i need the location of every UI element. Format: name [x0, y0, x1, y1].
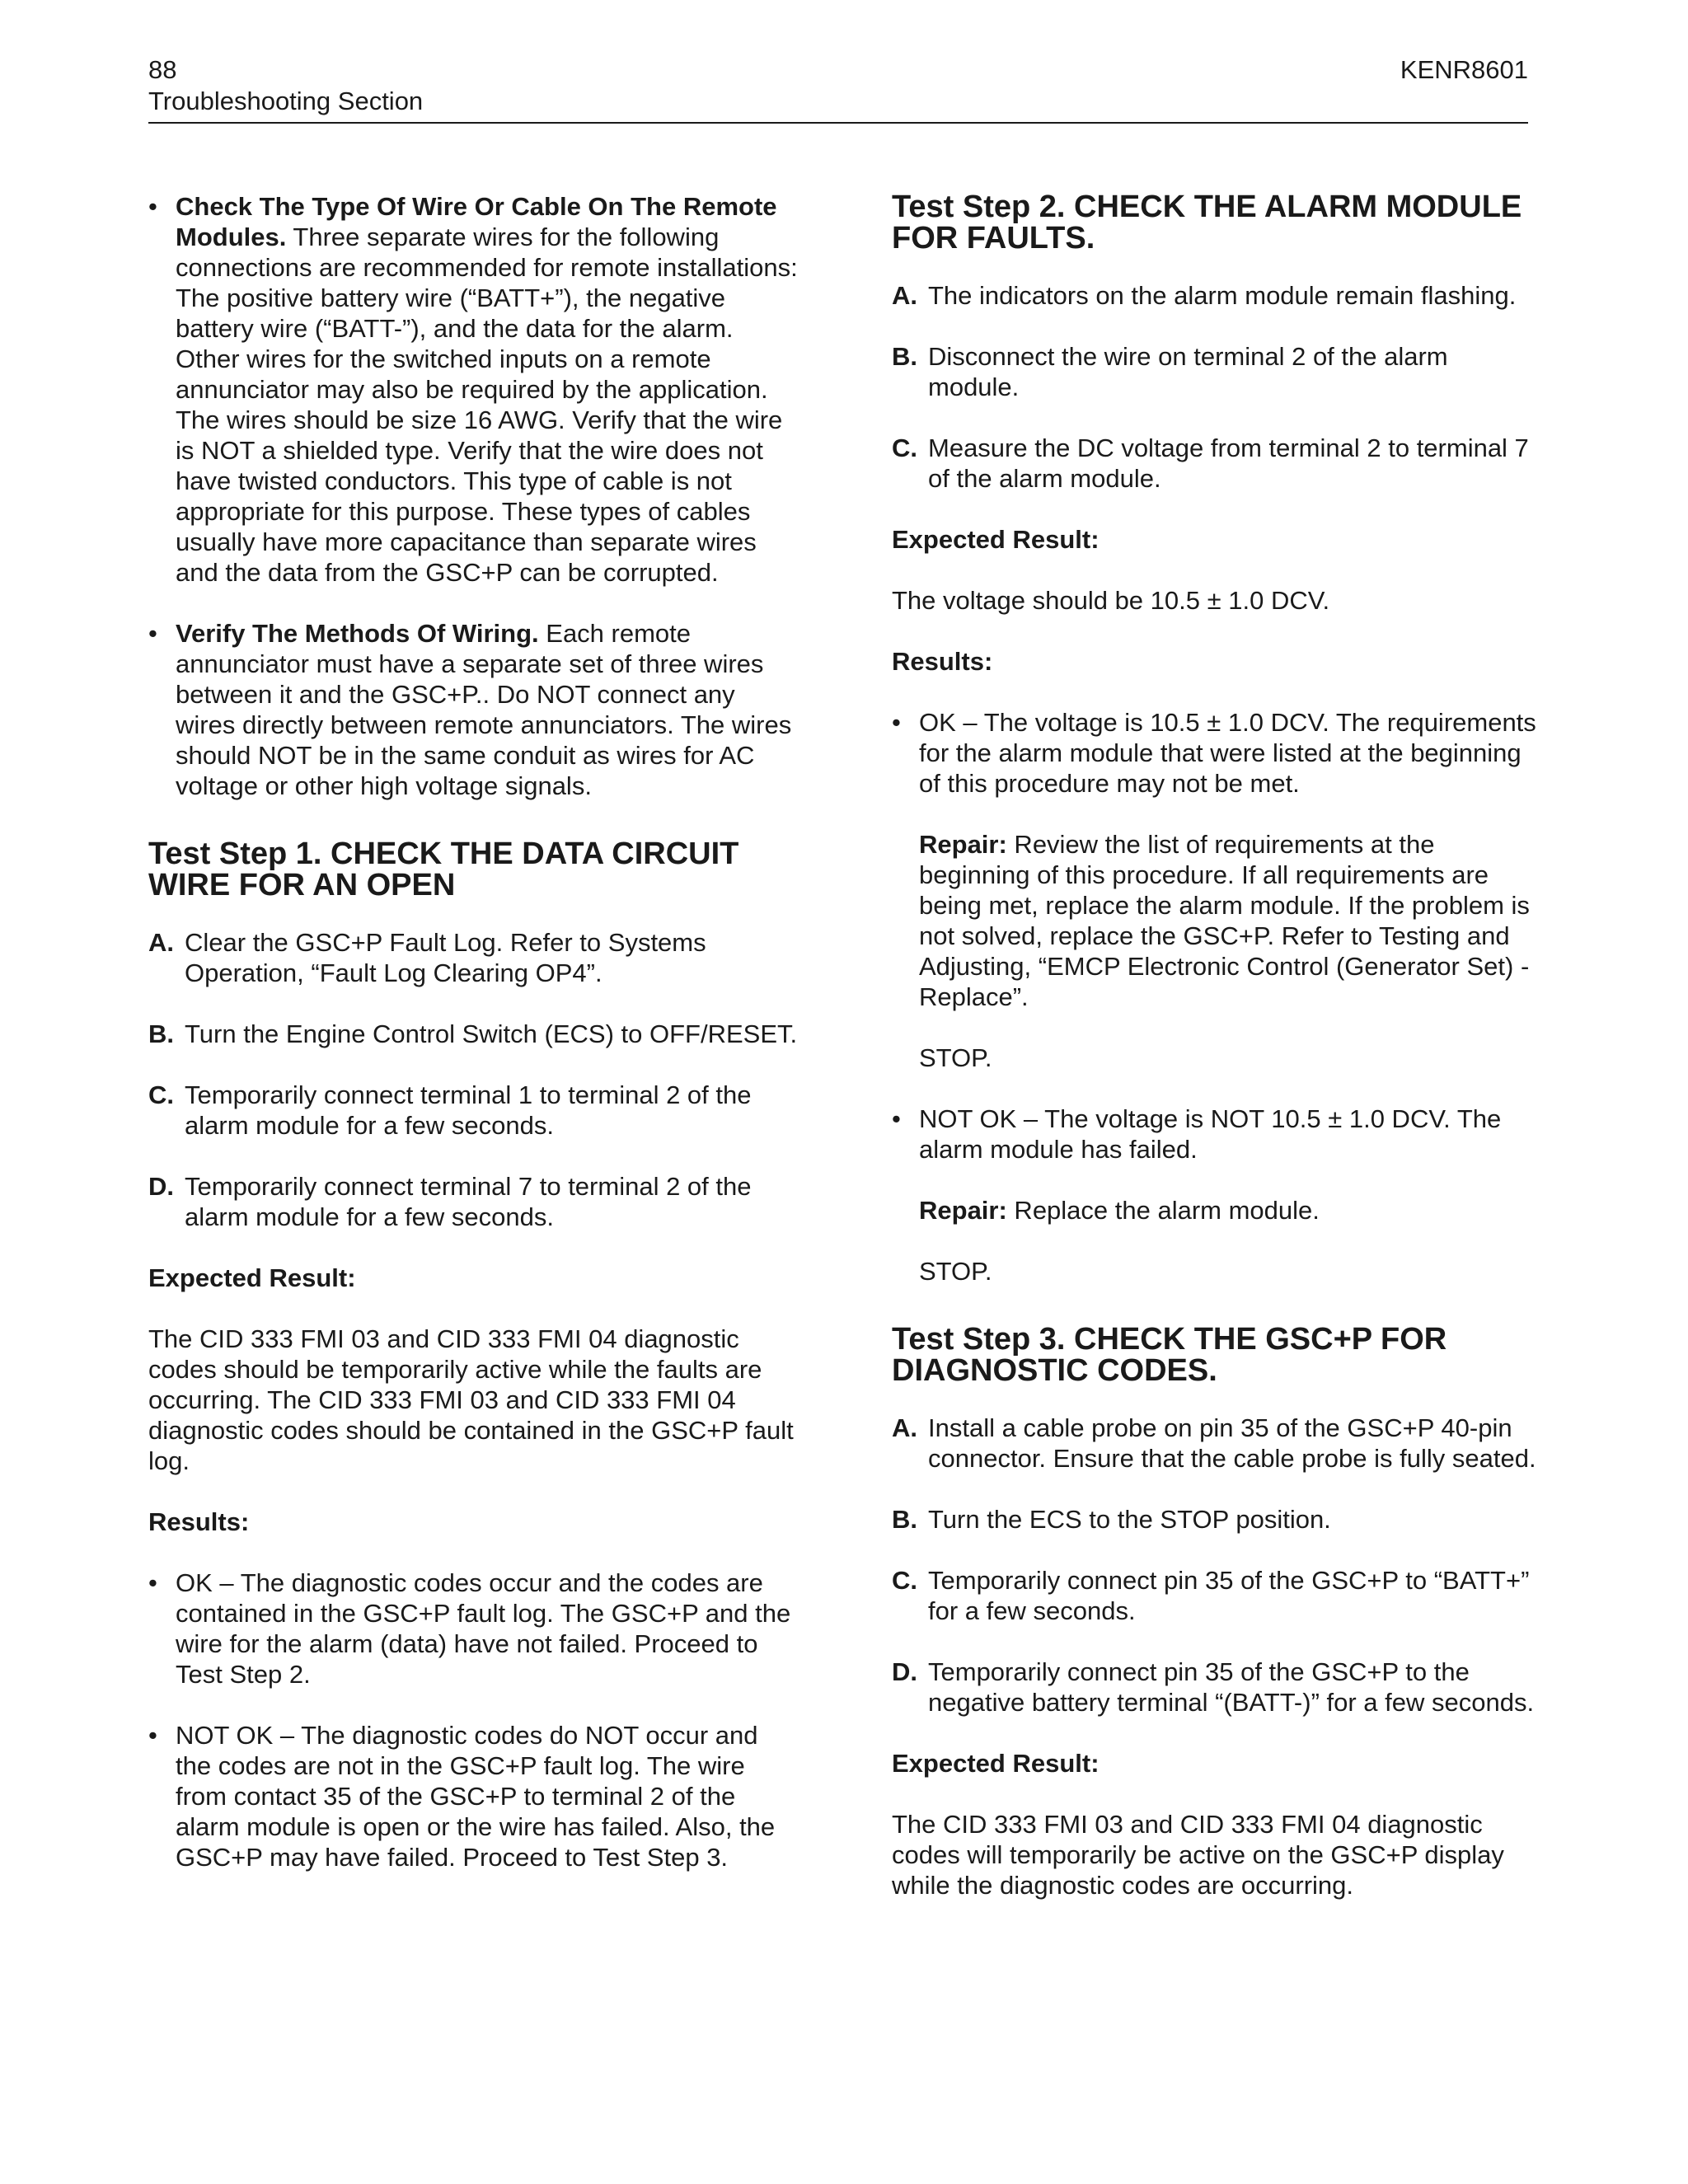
result-ok-text: OK – The diagnostic codes occur and the codes are contained in the GSC+P fault log. The GSC+P and the wire for the alarm (data) have not failed. Proceed to Test Step 2. — [176, 1568, 791, 1689]
bullet-icon: • — [892, 708, 901, 737]
step-text: Install a cable probe on pin 35 of the GSC+P 40-pin connector. Ensure that the cable probe is fully seated. — [928, 1413, 1536, 1473]
step-text: Turn the Engine Control Switch (ECS) to OFF/RESET. — [185, 1019, 798, 1048]
step-3-item-a — [892, 1413, 1543, 1474]
bullet-text: Three separate wires for the following connections are recommended for remote installations: The positive battery wire (“BATT+”), the negative battery wire (“BATT-”), and the data for the alarm. Other wires for the switched inputs on a remote annunciator may also be required by the application. The wires should be size 16 AWG. Verify that the wire is NOT a shielded type. Verify that the wire does not have twisted conductors. This type of cable is not appropriate for this purpose. These types of cables usually have more capacitance than separate wires and the data from the GSC+P can be corrupted. — [176, 223, 798, 587]
step-text: Clear the GSC+P Fault Log. Refer to Systems Operation, “Fault Log Clearing OP4”. — [185, 928, 706, 987]
expected-result-text: The CID 333 FMI 03 and CID 333 FMI 04 diagnostic codes should be temporarily active while the faults are occurring. The CID 333 FMI 03 and CID 333 FMI 04 diagnostic codes should be contained in the GSC+P fault log. — [148, 1324, 794, 1475]
expected-result-text: The CID 333 FMI 03 and CID 333 FMI 04 diagnostic codes will temporarily be active on the GSC+P display while the diagnostic codes are occurring. — [892, 1810, 1504, 1900]
step-text: Temporarily connect terminal 7 to terminal 2 of the alarm module for a few seconds. — [185, 1172, 752, 1231]
bullet-lead: Check The Type Of Wire Or Cable On The Remote Modules. — [176, 192, 777, 251]
step-letter: C. — [892, 434, 917, 462]
page-number: 88 — [148, 55, 177, 84]
bullet-paragraph — [176, 191, 799, 588]
result-ok — [148, 1568, 799, 1690]
bullet-wire-type — [148, 191, 799, 588]
step-text: The indicators on the alarm module remain flashing. — [928, 281, 1517, 310]
test-step-2-heading: Test Step 2. CHECK THE ALARM MODULE FOR FAULTS. — [892, 190, 1522, 255]
step-1-item-d — [148, 1171, 799, 1232]
results-label: Results: — [892, 647, 993, 676]
bullet-icon: • — [148, 1568, 157, 1597]
expected-result-label: Expected Result: — [892, 1749, 1100, 1778]
step-text: Turn the ECS to the STOP position. — [928, 1505, 1331, 1534]
step-letter: C. — [148, 1080, 174, 1109]
repair-text: Replace the alarm module. — [1006, 1196, 1320, 1225]
section-title: Troubleshooting Section — [148, 87, 424, 115]
bullet-paragraph — [176, 618, 799, 801]
repair-label: Repair: — [919, 830, 1007, 859]
step-1-item-c — [148, 1080, 799, 1141]
step-letter: A. — [892, 1413, 917, 1442]
step-3-item-b — [892, 1504, 1543, 1535]
step-letter: B. — [892, 342, 917, 371]
step-text: Disconnect the wire on terminal 2 of the alarm module. — [928, 342, 1448, 401]
step-letter: A. — [148, 928, 174, 957]
step-letter: D. — [148, 1172, 174, 1201]
step-letter: B. — [148, 1019, 174, 1048]
result-not-ok-text: NOT OK – The voltage is NOT 10.5 ± 1.0 DCV. The alarm module has failed. — [919, 1104, 1502, 1164]
page-header — [148, 54, 1528, 124]
step-3-item-c — [892, 1565, 1543, 1626]
left-column — [148, 191, 799, 1872]
results-label: Results: — [148, 1507, 250, 1536]
step-text: Temporarily connect pin 35 of the GSC+P to the negative battery terminal “(BATT-)” for a few seconds. — [928, 1657, 1535, 1717]
step-text: Measure the DC voltage from terminal 2 to terminal 7 of the alarm module. — [928, 434, 1529, 493]
repair-text: Review the list of requirements at the beginning of this procedure. If all requirements are being met, replace the alarm module. If the problem is not solved, replace the GSC+P. Refer to Testing and Adjusting, “EMCP Electronic Control (Generator Set) - Replace”. — [919, 830, 1530, 1011]
bullet-icon: • — [148, 1721, 157, 1750]
step-letter: A. — [892, 281, 917, 310]
test-step-3-heading: Test Step 3. CHECK THE GSC+P FOR DIAGNOSTIC CODES. — [892, 1322, 1447, 1388]
result-not-ok-text: NOT OK – The diagnostic codes do NOT occur and the codes are not in the GSC+P fault log. The wire from contact 35 of the GSC+P to terminal 2 of the alarm module is open or the wire has failed. Also, the GSC+P may have failed. Proceed to Test Step 3. — [176, 1721, 776, 1872]
test-step-1-heading: Test Step 1. CHECK THE DATA CIRCUIT WIRE FOR AN OPEN — [148, 837, 739, 902]
repair-note-1 — [892, 829, 1543, 1012]
result-ok-text: OK – The voltage is 10.5 ± 1.0 DCV. The requirements for the alarm module that were listed at the beginning of this procedure may not be met. — [919, 708, 1536, 798]
step-1-item-a — [148, 927, 799, 988]
stop-note-1: STOP. — [919, 1043, 992, 1072]
bullet-wiring-methods — [148, 618, 799, 801]
result-not-ok — [148, 1720, 799, 1872]
expected-result-label: Expected Result: — [892, 525, 1100, 554]
repair-label: Repair: — [919, 1196, 1007, 1225]
step-2-item-a — [892, 280, 1543, 311]
step-text: Temporarily connect pin 35 of the GSC+P to “BATT+” for a few seconds. — [928, 1566, 1530, 1625]
document-id: KENR8601 — [1400, 55, 1528, 84]
result-ok — [892, 707, 1543, 799]
bullet-text: Each remote annunciator must have a separate set of three wires between it and the GSC+P.. Do NOT connect any wires directly between remote annunciators. The wires should NOT be in the same conduit as wires for AC voltage or other high voltage signals. — [176, 619, 792, 800]
step-letter: D. — [892, 1657, 917, 1686]
result-not-ok — [892, 1104, 1543, 1165]
step-2-item-b — [892, 341, 1543, 402]
step-text: Temporarily connect terminal 1 to terminal 2 of the alarm module for a few seconds. — [185, 1080, 752, 1140]
bullet-icon: • — [892, 1104, 901, 1133]
bullet-lead: Verify The Methods Of Wiring. — [176, 619, 539, 648]
step-letter: B. — [892, 1505, 917, 1534]
right-column — [892, 191, 1543, 1900]
bullet-icon: • — [148, 619, 157, 648]
step-1-item-b — [148, 1019, 799, 1049]
expected-result-text: The voltage should be 10.5 ± 1.0 DCV. — [892, 586, 1330, 615]
expected-result-label: Expected Result: — [148, 1263, 356, 1292]
bullet-icon: • — [148, 192, 157, 221]
step-2-item-c — [892, 433, 1543, 494]
step-3-item-d — [892, 1657, 1543, 1718]
repair-note-2 — [892, 1195, 1543, 1226]
step-letter: C. — [892, 1566, 917, 1595]
stop-note-2: STOP. — [919, 1257, 992, 1286]
